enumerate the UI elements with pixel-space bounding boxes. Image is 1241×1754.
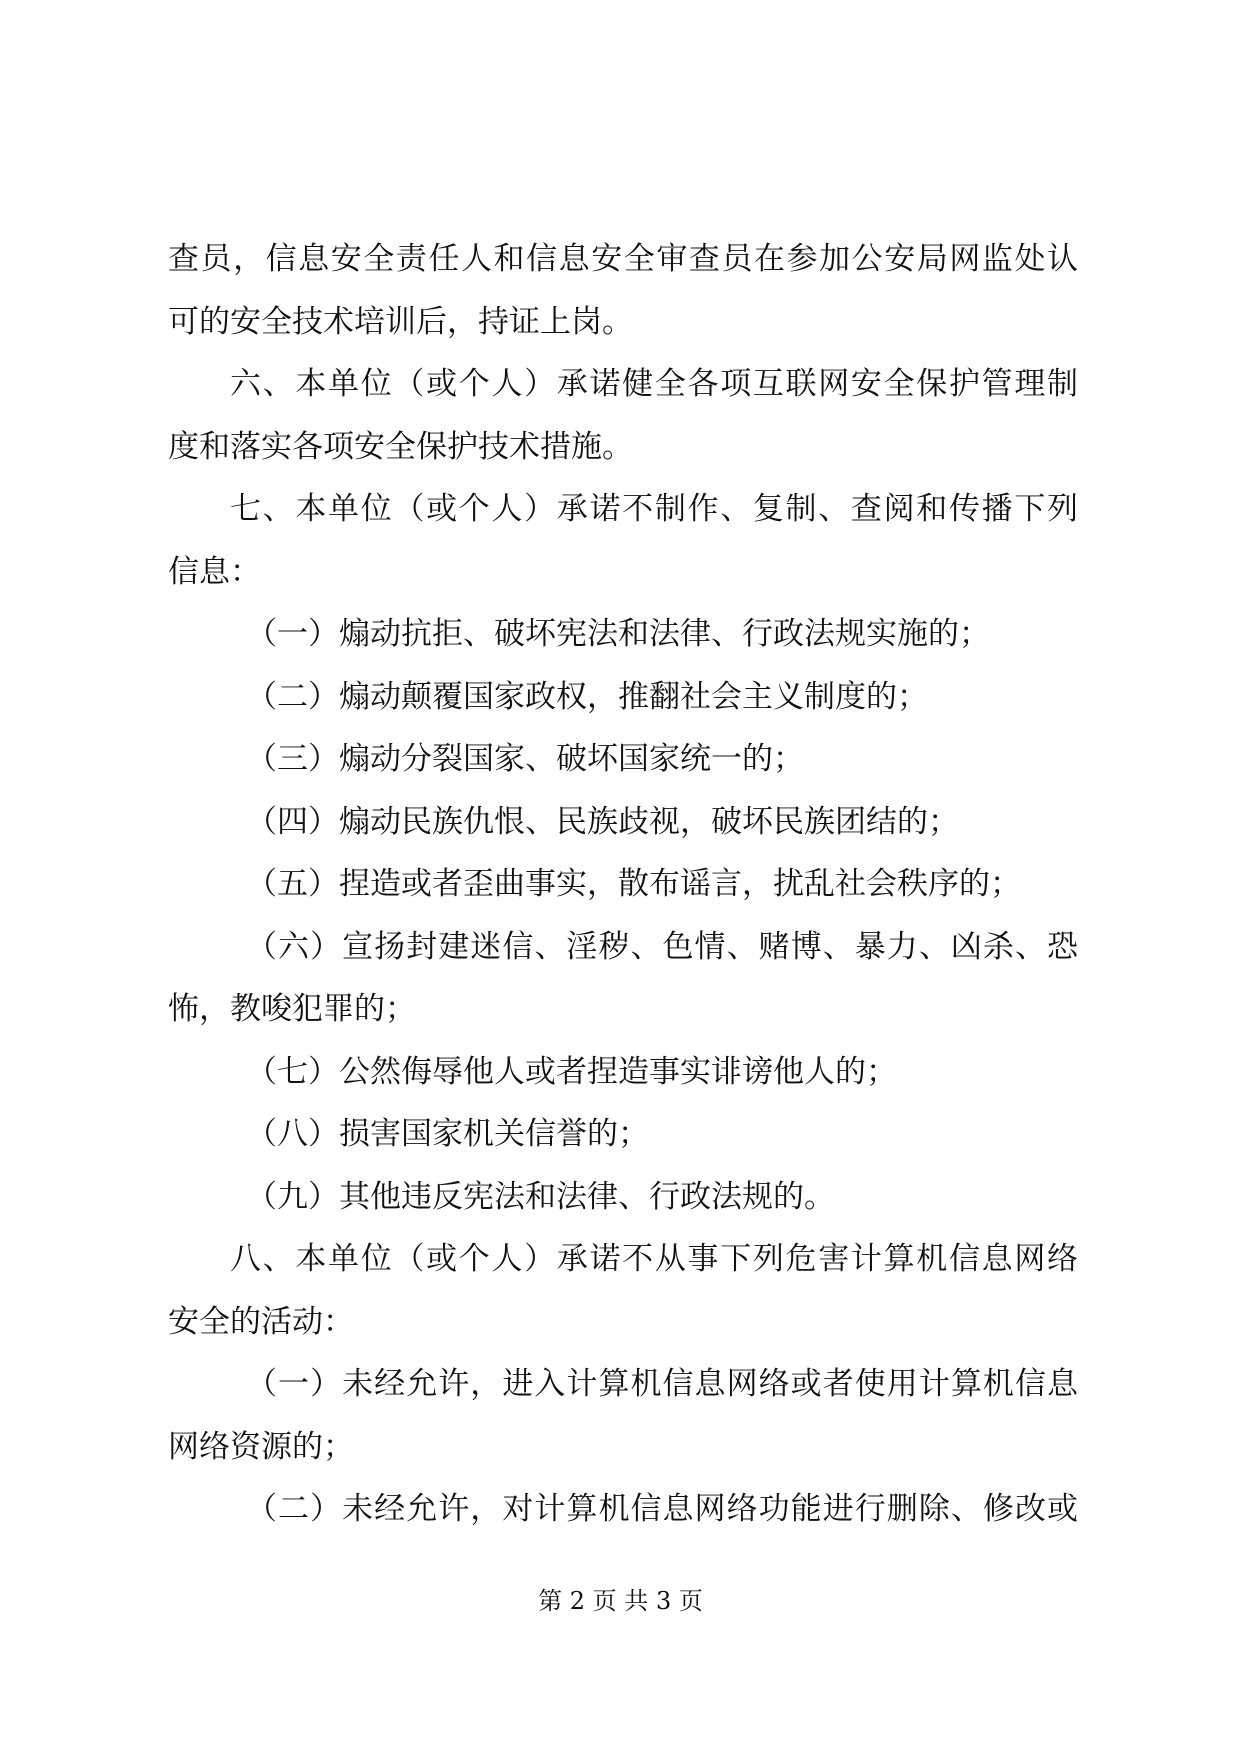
text-line: 度和落实各项安全保护技术措施。 [168, 428, 633, 465]
text-line: 信息： [168, 553, 261, 590]
text-line: （八）损害国家机关信誉的； [246, 1116, 649, 1152]
text-line: （二）煽动颠覆国家政权，推翻社会主义制度的； [246, 678, 928, 715]
text-line: 查员，信息安全责任人和信息安全审查员在参加公安局网监处认 [168, 241, 1078, 277]
text-line: 网络资源的； [168, 1428, 354, 1465]
text-line: （三）煽动分裂国家、破坏国家统一的； [246, 741, 804, 777]
page-number-footer: 第 2 页 共 3 页 [538, 1587, 703, 1615]
text-line: 怖，教唆犯罪的； [168, 991, 416, 1027]
text-line: （七）公然侮辱他人或者捏造事实诽谤他人的； [246, 1053, 897, 1090]
text-line: （四）煽动民族仇恨、民族歧视，破坏民族团结的； [246, 803, 959, 840]
document-body [168, 228, 1078, 1541]
text-line: 安全的活动： [168, 1303, 354, 1340]
text-line: （五）捏造或者歪曲事实，散布谣言，扰乱社会秩序的； [246, 866, 1021, 902]
text-line: 七、本单位（或个人）承诺不制作、复制、查阅和传播下列 [230, 491, 1078, 527]
text-line: （一）未经允许，进入计算机信息网络或者使用计算机信息 [246, 1366, 1078, 1402]
text-line: （一）煽动抗拒、破坏宪法和法律、行政法规实施的； [246, 616, 990, 652]
text-line: 可的安全技术培训后，持证上岗。 [168, 303, 633, 340]
text-line: （六）宣扬封建迷信、淫秽、色情、赌博、暴力、凶杀、恐 [246, 928, 1078, 965]
text-line: （二）未经允许，对计算机信息网络功能进行删除、修改或 [246, 1491, 1078, 1527]
text-line: （九）其他违反宪法和法律、行政法规的。 [246, 1178, 835, 1215]
text-line: 八、本单位（或个人）承诺不从事下列危害计算机信息网络 [230, 1241, 1078, 1277]
text-line: 六、本单位（或个人）承诺健全各项互联网安全保护管理制 [230, 366, 1078, 402]
